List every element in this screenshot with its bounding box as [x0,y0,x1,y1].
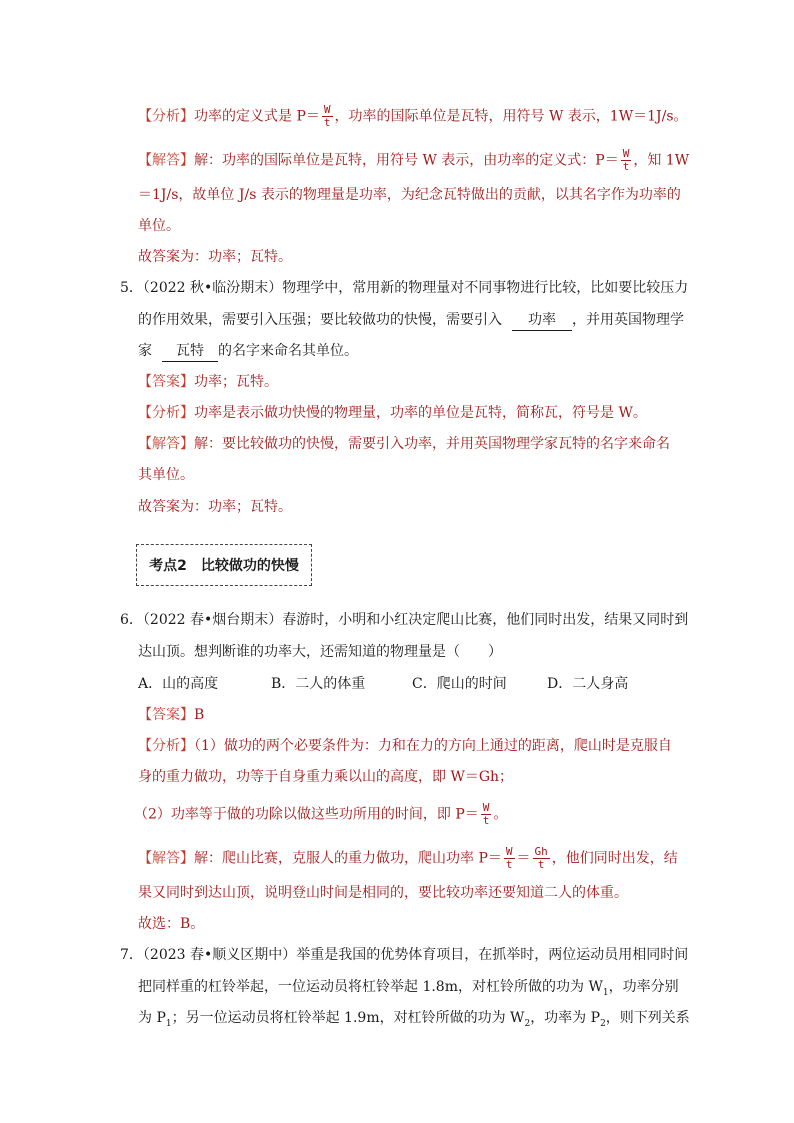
fraction-w-over-t [481,802,492,827]
q7-text-2b: ，功率分别 [608,979,679,995]
q5-line-3 [138,341,358,362]
solution-line-1 [138,148,689,173]
option-d: D．二人身高 [547,676,629,692]
q5-text-3b: 的名字来命名其单位。 [218,343,358,359]
answer-text: B [194,707,205,723]
q5-blank-2: 瓦特 [162,341,218,362]
analysis-tag: 【分析】 [138,738,194,754]
solution-line-3: 单位。 [138,218,180,234]
analysis-text-1: （1）做功的两个必要条件为：力和在力的方向上通过的距离，爬山时是克服自 [194,738,672,754]
q5-analysis-line [138,403,647,423]
denominator: t [323,116,331,129]
denominator: t [537,858,545,871]
q7-text-3b: ；另一位运动员将杠铃举起 1.9m，对杠铃所做的功为 W [171,1010,525,1026]
answer-tag: 【答案】 [138,374,194,390]
solution-text-1b: ，他们同时出发，结 [551,850,678,867]
option-b: B．二人的体重 [271,676,366,692]
subscript: 1 [602,987,609,998]
q7-line-1: 7．（2023 春•顺义区期中）举重是我国的优势体育项目，在抓举时，两位运动员用相同时间 [120,947,689,963]
fraction-gh-over-t [533,846,550,871]
q5-text-2a: 的作用效果，需要引入压强；要比较做功的快慢，需要引入 [138,312,502,328]
subscript: 2 [524,1018,531,1029]
q6-final-line: 故选：B。 [138,916,205,932]
solution-text: 解：要比较做功的快慢，需要引入功率，并用英国物理学家瓦特的名字来命名 [194,436,670,452]
q6-solution-line-1 [138,846,678,871]
section-title: 考点2 比较做功的快慢 [149,558,299,574]
numerator: W [505,845,513,858]
solution-tag: 【解答】 [138,850,194,867]
analysis-tag: 【分析】 [138,405,194,421]
solution-tag: 【解答】 [138,436,194,452]
solution-line-2: ＝1J/s，故单位 J/s 表示的物理量是功率，为纪念瓦特做出的贡献，以其名字作为功率的 [138,187,681,203]
analysis-text-b: ，功率的国际单位是瓦特，用符号 W 表示，1W＝1J/s。 [334,108,688,125]
q7-line-3 [138,1008,690,1034]
q5-solution-line-2: 其单位。 [138,467,194,483]
q7-text-3d: ，则下列关系 [605,1010,690,1026]
answer-text: 功率；瓦特。 [194,374,278,390]
q7-text-2: 把同样重的杠铃举起，一位运动员将杠铃举起 1.8m，对杠铃所做的功为 W [138,979,603,995]
analysis-text: 功率是表示做功快慢的物理量，功率的单位是瓦特，简称瓦，符号是 W。 [194,405,647,421]
solution-text-1a: 解：爬山比赛，克服人的重力做功，爬山功率 P＝ [194,850,502,867]
analysis-text-3b: 。 [493,806,508,823]
q5-final-line: 故答案为：功率；瓦特。 [138,499,292,515]
q6-answer-line [138,705,204,725]
q5-answer-line [138,372,278,392]
q5-solution-line-1 [138,434,670,454]
fraction-w-over-t [504,846,515,871]
q6-analysis-line-1 [138,736,672,756]
q7-line-2 [138,977,679,1003]
option-a: A．山的高度 [138,676,219,692]
solution-tag: 【解答】 [138,152,194,169]
option-c: C．爬山的时间 [412,676,507,692]
q5-text-3a: 家 [138,343,152,359]
q5-line-1: 5．（2022 秋•临汾期末）物理学中，常用新的物理量对不同事物进行比较，比如要比较压力 [120,280,689,296]
answer-tag: 【答案】 [138,707,194,723]
solution-text-1b: ，知 1W [633,152,690,169]
q6-line-1: 6．（2022 春•烟台期末）春游时，小明和小红决定爬山比赛，他们同时出发，结果又同时到 [120,612,689,628]
denominator: t [622,160,630,173]
fraction-w-over-t [621,148,632,173]
q5-text-2b: ，并用英国物理学 [572,312,684,328]
analysis-text-3a: （2）功率等于做的功除以做这些功所用的时间，即 P＝ [134,806,479,823]
equals-sign: ＝ [516,850,531,867]
section-heading [136,544,312,586]
subscript: 1 [165,1018,172,1029]
denominator: t [482,814,490,827]
analysis-tag: 【分析】 [138,108,194,125]
q5-blank-1: 功率 [512,310,572,331]
fraction-w-over-t [322,104,333,129]
solution-text-1a: 解：功率的国际单位是瓦特，用符号 W 表示，由功率的定义式：P＝ [194,152,619,169]
subscript: 2 [600,1018,606,1029]
numerator: W [622,147,630,160]
analysis-text-a: 功率的定义式是 P＝ [194,108,320,125]
answer-line: 故答案为：功率；瓦特。 [138,249,292,265]
numerator: W [323,103,331,116]
numerator: Gh [534,845,548,858]
q7-text-3a: 为 P [138,1010,166,1026]
q6-analysis-line-2: 身的重力做功，功等于自身重力乘以山的高度，即 W＝Gh； [138,769,514,785]
denominator: t [505,858,513,871]
q6-line-2: 达山顶。想判断谁的功率大，还需知道的物理量是（ ） [138,644,502,660]
analysis-line [138,104,688,129]
q7-text-3c: ，功率为 P [530,1010,601,1026]
q6-solution-line-2: 果又同时到达山顶，说明登山时间是相同的，要比较功率还要知道二人的体重。 [138,885,628,901]
q6-analysis-line-3 [134,802,507,827]
numerator: W [482,801,490,814]
q5-line-2 [138,310,684,331]
